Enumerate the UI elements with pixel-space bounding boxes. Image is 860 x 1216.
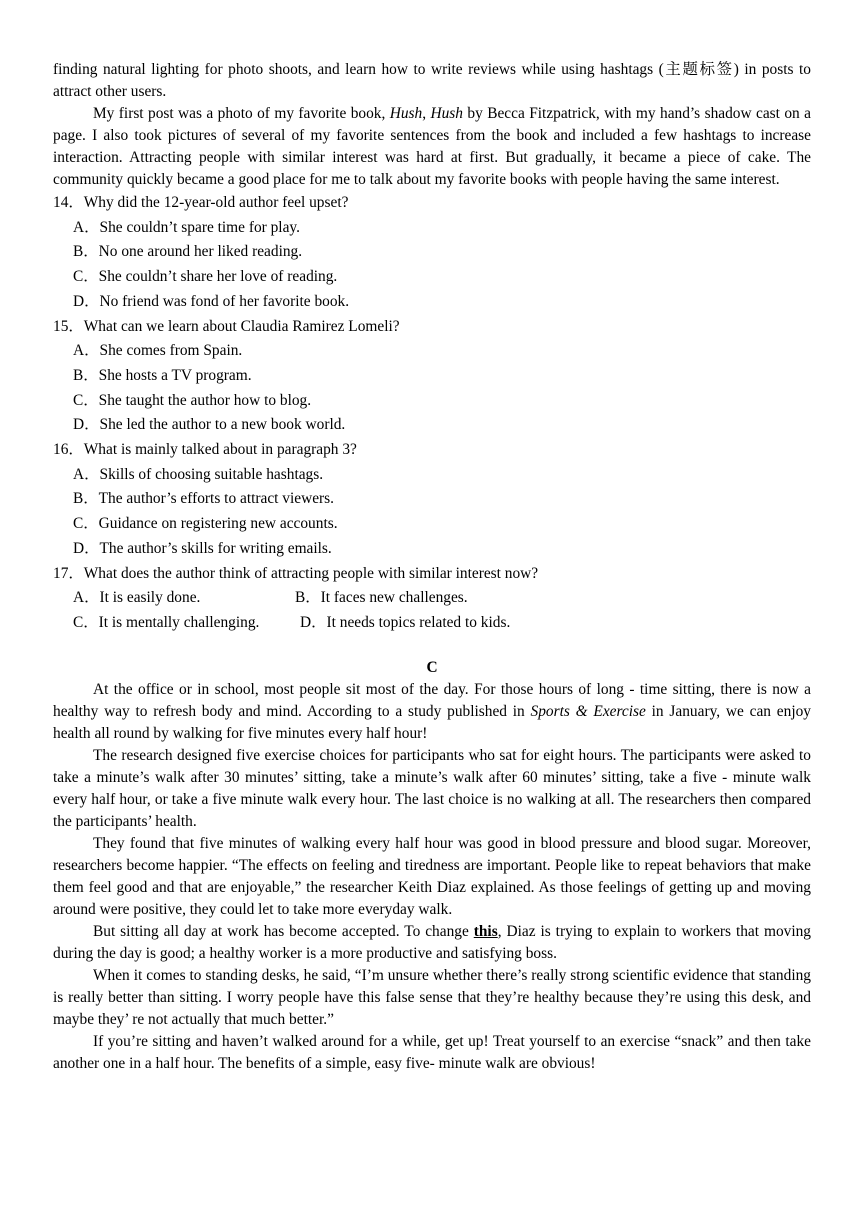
question-stem: 16．What is mainly talked about in paragraph 3? [53, 441, 357, 459]
journal-title: Sports & Exercise [530, 702, 646, 720]
option-d: D．She led the author to a new book world. [73, 416, 346, 434]
question-14 [53, 191, 811, 315]
paragraph-text: , Diaz is trying to explain to workers that moving during the day is good; a healthy worker is a more productive and satisfying boss. [53, 922, 811, 962]
option-d: D．No friend was fond of her favorite book. [73, 292, 350, 310]
passage-c-paragraph-2: The research designed five exercise choices for participants who sat for eight hours. The participants were asked to take a minute’s walk after 30 minutes’ sitting, take a minute’s walk after 60 minutes’ sitting, take a five - minute walk every half hour, or take a five minute walk every hour. The last choice is no walking at all. The researchers then compared the participants’ health. [53, 746, 811, 830]
option-row-cd [53, 611, 811, 636]
option-c: C．It is mentally challenging. [73, 613, 260, 631]
passage-c-paragraph-6: If you’re sitting and haven’t walked around for a while, get up! Treat yourself to an exercise “snack” and then take another one in a half hour. The benefits of a simple, easy five- minute walk are obvious! [53, 1032, 811, 1072]
question-stem: 14．Why did the 12-year-old author feel upset? [53, 194, 349, 211]
book-title: Hush [430, 105, 463, 122]
option-c: C．Guidance on registering new accounts. [73, 515, 338, 533]
exam-page [53, 59, 811, 1075]
option-a: A．Skills of choosing suitable hashtags. [73, 465, 324, 483]
passage-c-paragraph-5: When it comes to standing desks, he said, “I’m unsure whether there’s really strong scientific evidence that standing is really better than sitting. I worry people have this false sense that they’re healthy because they’re using this desk, and maybe they’ re not actually that much better.” [53, 966, 811, 1028]
paragraph-text: At the office or in school, most people sit most of the day. For those hours of long - time sitting, there is now a healthy way to refresh body and mind. According to a study published in [53, 680, 811, 720]
passage-c-paragraph-1 [53, 679, 811, 745]
option-b: B．No one around her liked reading. [73, 243, 303, 261]
option-c: C．She taught the author how to blog. [73, 391, 312, 409]
paragraph-text: , [422, 105, 431, 122]
question-stem: 15．What can we learn about Claudia Ramirez Lomeli? [53, 317, 400, 335]
option-b: B．The author’s efforts to attract viewers. [73, 490, 334, 508]
paragraph-text: But sitting all day at work has become accepted. To change [93, 922, 474, 940]
option-row-ab [53, 586, 811, 611]
passage-c-title: C [426, 658, 438, 676]
paragraph-text: in January, we can enjoy health all round by walking for five minutes every half hour! [53, 702, 811, 742]
option-d: D．The author’s skills for writing emails. [73, 539, 332, 557]
passage-b-paragraph-continued: finding natural lighting for photo shoots, and learn how to write reviews while using hashtags (主题标签) in posts to attract other users. [53, 61, 811, 100]
question-15 [53, 315, 811, 439]
passage-c-paragraph-3: They found that five minutes of walking every half hour was good in blood pressure and blood sugar. Moreover, researchers become happier. “The effects on feeling and tiredness are important. People like to repeat behaviors that make them feel good and that are enjoyable,” the researcher Keith Diaz explained. As those feelings of getting up and moving around were positive, they could let to take more everyday walk. [53, 834, 811, 918]
option-c: C．She couldn’t share her love of reading. [73, 268, 338, 286]
option-a: A．She comes from Spain. [73, 342, 243, 360]
paragraph-text: My first post was a photo of my favorite book, [93, 105, 390, 122]
passage-c-paragraph-4 [53, 921, 811, 965]
underlined-key-word: this [473, 922, 498, 940]
option-a: A．She couldn’t spare time for play. [73, 218, 300, 236]
option-b: B．It faces new challenges. [295, 589, 468, 607]
question-stem: 17．What does the author think of attracting people with similar interest now? [53, 564, 539, 582]
book-title: Hush [389, 105, 423, 122]
option-a: A．It is easily done. [73, 589, 201, 607]
option-d: D．It needs topics related to kids. [300, 613, 511, 631]
question-17 [53, 562, 811, 636]
question-16 [53, 438, 811, 562]
paragraph-text: by Becca Fitzpatrick, with my hand’s shadow cast on a page. I also took pictures of several of my favorite sentences from the book and included a few hashtags to increase interaction. Attracting people with similar interest was hard at first. But gradually, it became a piece of cake. The community quickly became a good place for me to talk about my favorite books with people having the same interest. [53, 105, 811, 188]
passage-b-paragraph-4 [53, 103, 811, 191]
option-b: B．She hosts a TV program. [73, 366, 252, 384]
